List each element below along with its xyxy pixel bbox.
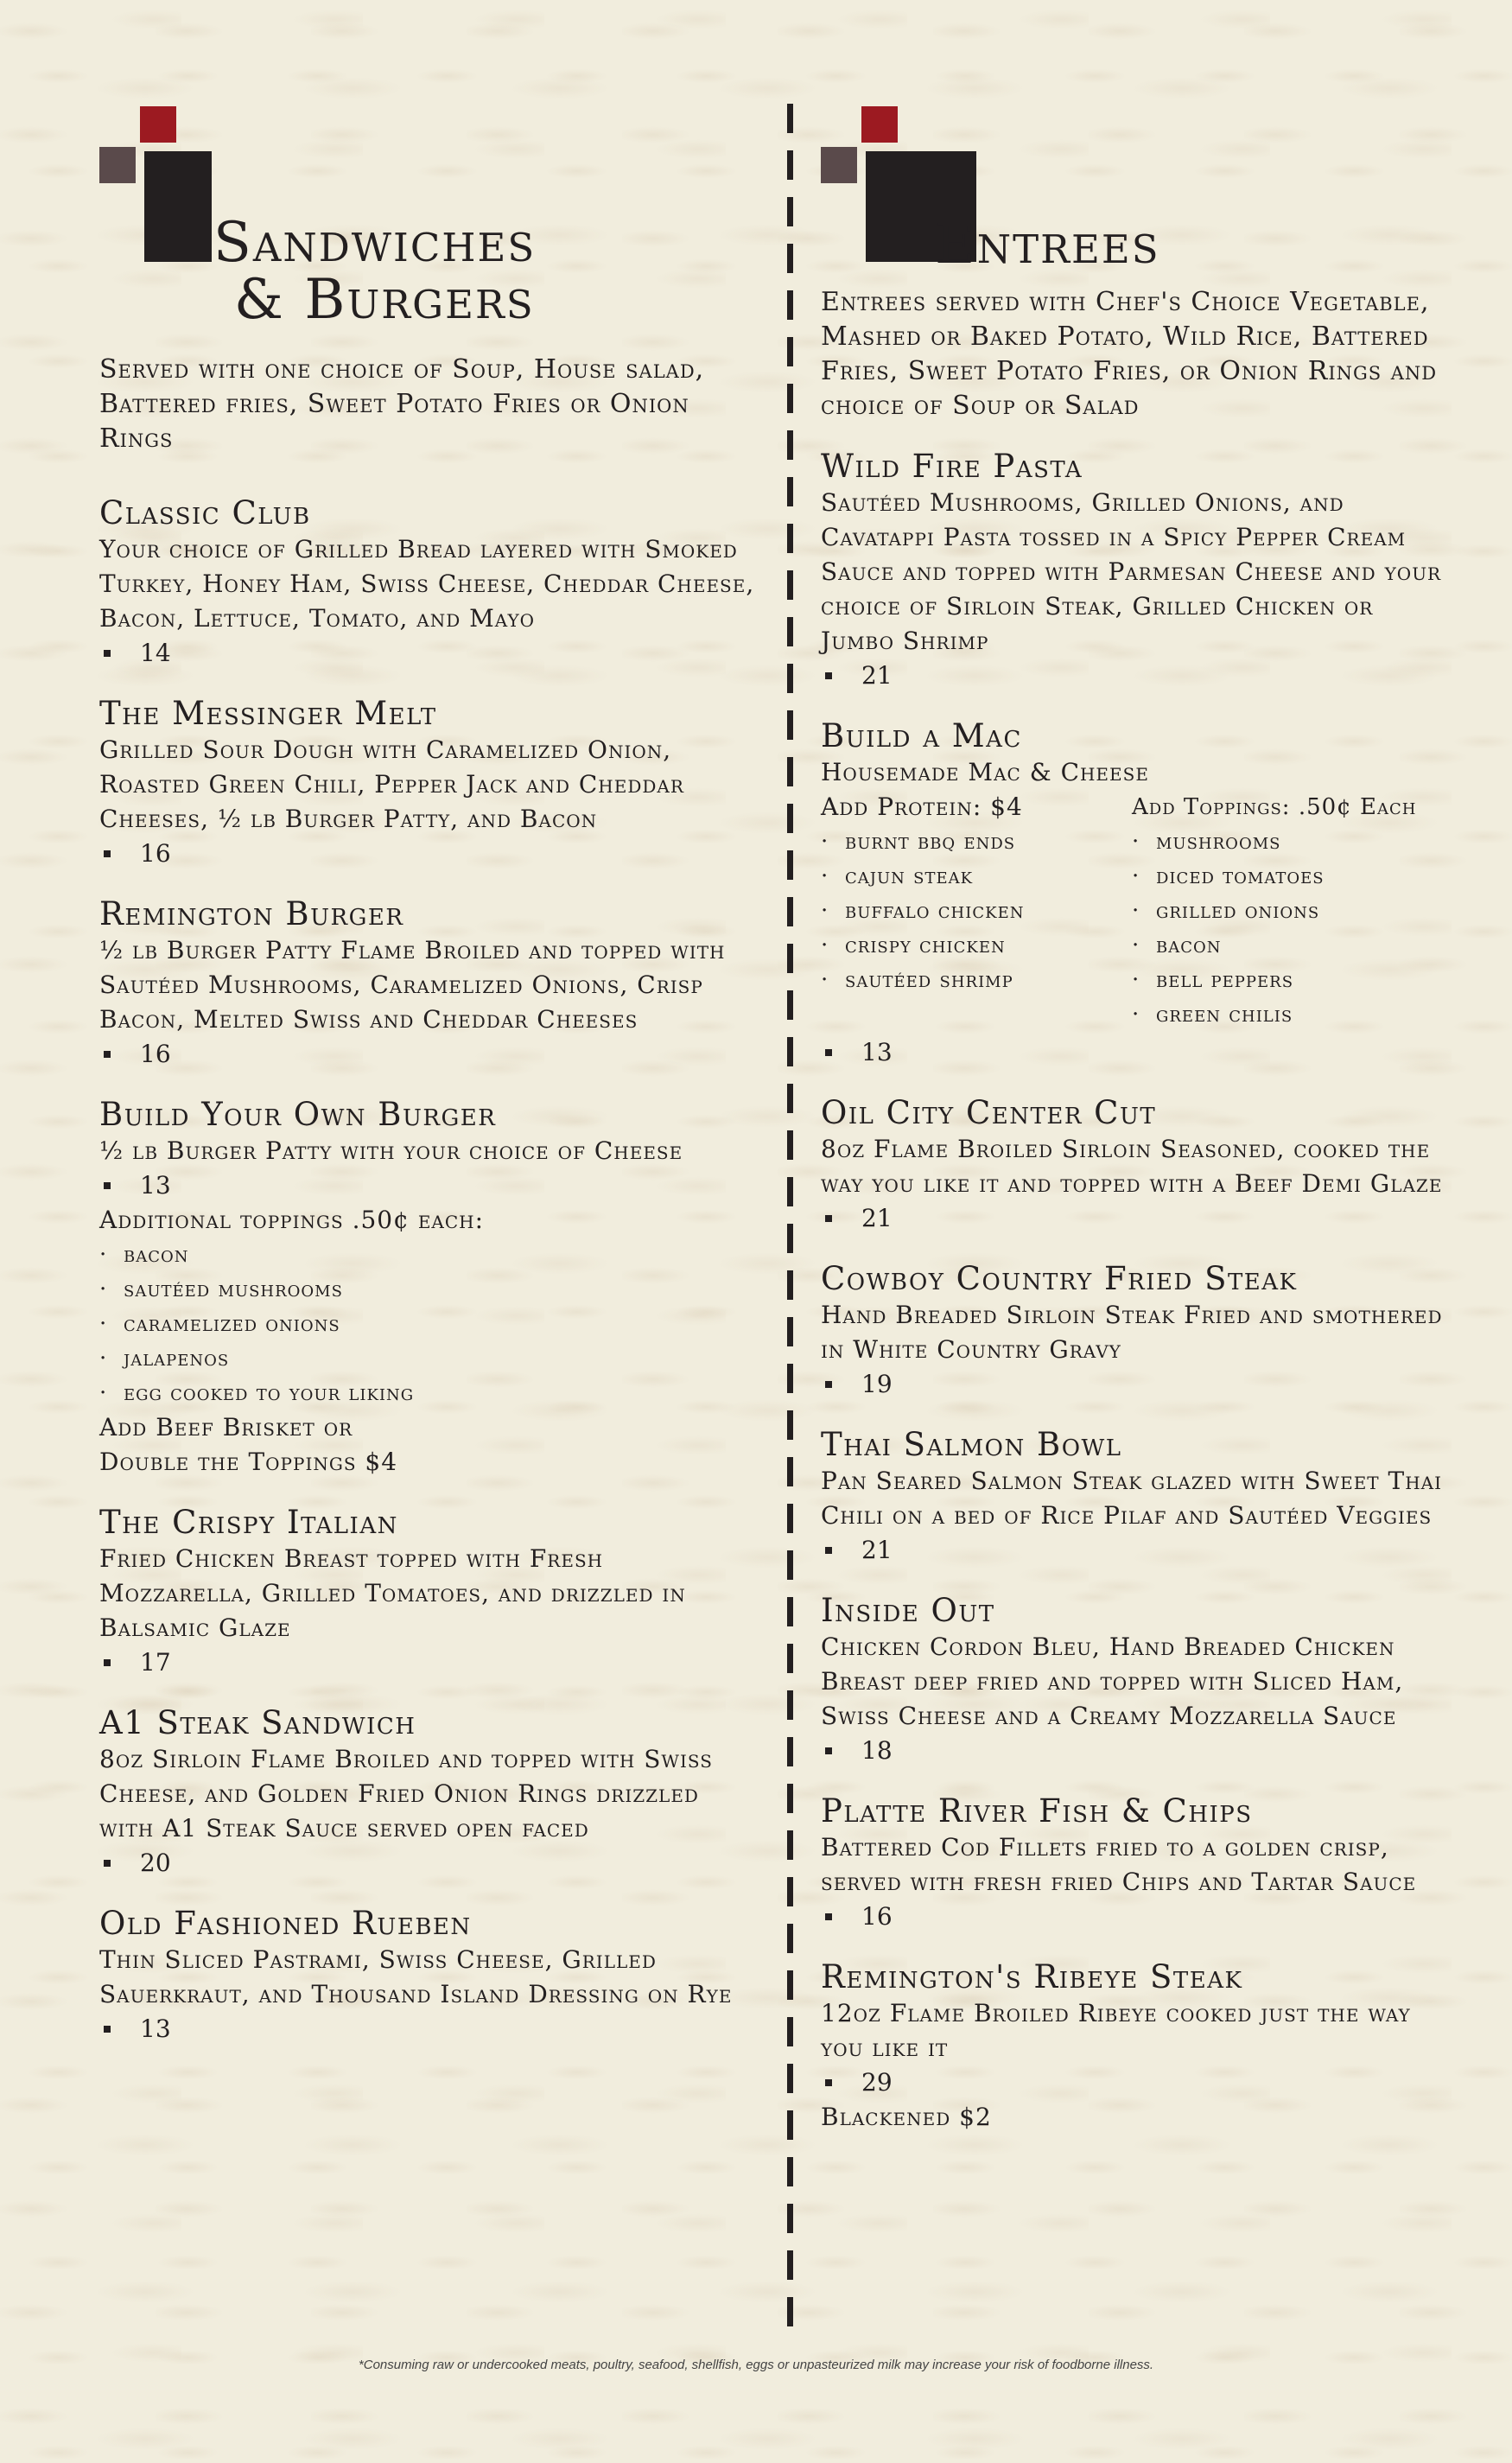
item-price: 18 (821, 1734, 1443, 1768)
title-line-1: Sandwiches (213, 211, 537, 275)
sandwiches-logo-icon (99, 104, 229, 268)
item-description: Pan Seared Salmon Steak glazed with Sweet Thai Chili on a bed of Rice Pilaf and Sautéed Veggies (821, 1467, 1442, 1530)
item-price: 21 (821, 659, 1443, 693)
menu-item (99, 1704, 756, 1881)
item-name: Build a Mac (821, 717, 1022, 754)
price-bullet-icon (825, 672, 832, 679)
menu-item (99, 1905, 756, 2046)
menu-item (99, 1096, 756, 1480)
topping-option: · caramelized onions (99, 1307, 756, 1341)
topping-options (1132, 790, 1443, 1032)
item-price: 13 (99, 1168, 756, 1203)
price-bullet-icon (104, 1860, 111, 1867)
price-bullet-icon (825, 1049, 832, 1056)
item-name: Wild Fire Pasta (821, 448, 1083, 485)
item-name: Remington Burger (99, 895, 404, 932)
item-description: ½ lb Burger Patty with your choice of Cheese (99, 1136, 683, 1165)
item-price: 20 (99, 1846, 756, 1881)
price-bullet-icon (825, 1547, 832, 1554)
item-description: Hand Breaded Sirloin Steak Fried and smothered in White Country Gravy (821, 1301, 1443, 1364)
menu-item (821, 717, 1443, 1070)
topping-option: · diced tomatoes (1132, 859, 1443, 894)
item-description: ½ lb Burger Patty Flame Broiled and topped with Sautéed Mushrooms, Caramelized Onions, Crisp Bacon, Melted Swiss and Cheddar Cheeses (99, 936, 726, 1034)
item-price: 21 (821, 1533, 1443, 1568)
item-price: 16 (99, 837, 756, 871)
title-line-2: & Burgers (234, 268, 535, 332)
section-title-entrees (935, 213, 1160, 277)
price-bullet-icon (825, 1747, 832, 1754)
extra-option: Add Beef Brisket or (99, 1413, 353, 1442)
item-name: Build Your Own Burger (99, 1096, 497, 1133)
extra-option: Double the Toppings $4 (99, 1448, 398, 1476)
item-price: 19 (821, 1367, 1443, 1402)
item-description: 12oz Flame Broiled Ribeye cooked just the way you like it (821, 1999, 1411, 2062)
item-name: Classic Club (99, 494, 311, 531)
price-bullet-icon (104, 1182, 111, 1189)
item-name: Thai Salmon Bowl (821, 1426, 1122, 1463)
menu-item (821, 1094, 1443, 1236)
menu-item (821, 1260, 1443, 1402)
menu-item (821, 448, 1443, 693)
topping-option: · sautéed mushrooms (99, 1272, 756, 1307)
entrees-body (821, 285, 1443, 2159)
item-price: 14 (99, 636, 756, 671)
protein-option: · sautéed shrimp (821, 963, 1132, 997)
price-bullet-icon (104, 650, 111, 657)
item-name: Oil City Center Cut (821, 1094, 1157, 1131)
price-bullet-icon (825, 1215, 832, 1222)
toppings-label: Add Toppings: .50¢ Each (1132, 794, 1417, 820)
sandwiches-body (99, 353, 756, 2071)
item-description: Housemade Mac & Cheese (821, 758, 1149, 786)
protein-options (821, 790, 1132, 1032)
item-description: Sautéed Mushrooms, Grilled Onions, and Cavatappi Pasta tossed in a Spicy Pepper Cream Sauce and topped with Parmesan Cheese and your choice of Sirloin Steak, Grilled Chicken or Jumbo Shrimp (821, 488, 1442, 655)
item-name: Platte River Fish & Chips (821, 1792, 1253, 1830)
item-price: 13 (821, 1035, 1443, 1070)
menu-item (821, 1426, 1443, 1568)
topping-option: · mushrooms (1132, 824, 1443, 859)
item-description: Grilled Sour Dough with Caramelized Onion, Roasted Green Chili, Pepper Jack and Cheddar Cheeses, ½ lb Burger Patty, and Bacon (99, 735, 684, 833)
price-bullet-icon (825, 1913, 832, 1920)
topping-option: · bacon (1132, 928, 1443, 963)
menu-item (821, 1958, 1443, 2135)
item-price: 21 (821, 1201, 1443, 1236)
menu-item (99, 1504, 756, 1680)
item-description: 8oz Flame Broiled Sirloin Seasoned, cooked the way you like it and topped with a Beef Demi Glaze (821, 1135, 1443, 1198)
protein-option: · burnt bbq ends (821, 824, 1132, 859)
price-bullet-icon (104, 1051, 111, 1058)
menu-item (821, 1792, 1443, 1934)
item-note: Blackened $2 (821, 2103, 992, 2131)
entrees-logo-icon (821, 104, 950, 268)
item-price: 16 (99, 1037, 756, 1072)
item-name: A1 Steak Sandwich (99, 1704, 416, 1741)
menu-item (99, 494, 756, 671)
price-bullet-icon (825, 2079, 832, 2086)
item-description: Your choice of Grilled Bread layered with Smoked Turkey, Honey Ham, Swiss Cheese, Cheddar Cheese, Bacon, Lettuce, Tomato, and Mayo (99, 535, 755, 633)
mac-options (821, 790, 1443, 1032)
entrees-intro: Entrees served with Chef's Choice Vegetable, Mashed or Baked Potato, Wild Rice, Battered Fries, Sweet Potato Fries, or Onion Rings and choice of Soup or Salad (821, 287, 1438, 421)
item-price: 29 (821, 2065, 1443, 2100)
protein-label: Add Protein: $4 (821, 792, 1023, 821)
item-price: 13 (99, 2012, 756, 2046)
item-description: 8oz Sirloin Flame Broiled and topped with Swiss Cheese, and Golden Fried Onion Rings drizzled with A1 Steak Sauce served open faced (99, 1745, 713, 1842)
item-name: The Messinger Melt (99, 695, 437, 732)
item-price: 16 (821, 1900, 1443, 1934)
protein-option: · crispy chicken (821, 928, 1132, 963)
toppings-label: Additional toppings .50¢ each: (99, 1206, 485, 1234)
price-bullet-icon (104, 2026, 111, 2033)
foodborne-illness-disclaimer: *Consuming raw or undercooked meats, poultry, seafood, shellfish, eggs or unpasteurized milk may increase your risk of foodborne illness. (358, 2358, 1154, 2372)
item-description: Battered Cod Fillets fried to a golden crisp, served with fresh fried Chips and Tartar Sauce (821, 1833, 1417, 1896)
item-name: Remington's Ribeye Steak (821, 1958, 1243, 1995)
protein-option: · cajun steak (821, 859, 1132, 894)
item-description: Fried Chicken Breast topped with Fresh Mozzarella, Grilled Tomatoes, and drizzled in Balsamic Glaze (99, 1544, 686, 1642)
menu-item (99, 895, 756, 1072)
protein-option: · buffalo chicken (821, 894, 1132, 928)
item-name: Inside Out (821, 1592, 995, 1629)
topping-option: · egg cooked to your liking (99, 1376, 756, 1410)
menu-item (99, 695, 756, 871)
topping-option: · green chilis (1132, 997, 1443, 1032)
sandwiches-intro: Served with one choice of Soup, House salad, Battered fries, Sweet Potato Fries or Onion Rings (99, 354, 705, 454)
topping-option: · bell peppers (1132, 963, 1443, 997)
item-price: 17 (99, 1645, 756, 1680)
item-name: Cowboy Country Fried Steak (821, 1260, 1298, 1297)
item-description: Thin Sliced Pastrami, Swiss Cheese, Grilled Sauerkraut, and Thousand Island Dressing on Rye (99, 1945, 733, 2008)
item-description: Chicken Cordon Bleu, Hand Breaded Chicken Breast deep fried and topped with Sliced Ham, Swiss Cheese and a Creamy Mozzarella Sauce (821, 1632, 1404, 1730)
topping-option: · bacon (99, 1238, 756, 1272)
price-bullet-icon (104, 1659, 111, 1666)
price-bullet-icon (104, 850, 111, 857)
column-divider (787, 104, 793, 2333)
price-bullet-icon (825, 1381, 832, 1388)
title-line-1: Entrees (935, 213, 1160, 277)
menu-item (821, 1592, 1443, 1768)
item-name: The Crispy Italian (99, 1504, 398, 1541)
section-title-sandwiches (213, 211, 537, 332)
topping-option: · grilled onions (1132, 894, 1443, 928)
item-name: Old Fashioned Rueben (99, 1905, 472, 1942)
topping-option: · jalapenos (99, 1341, 756, 1376)
